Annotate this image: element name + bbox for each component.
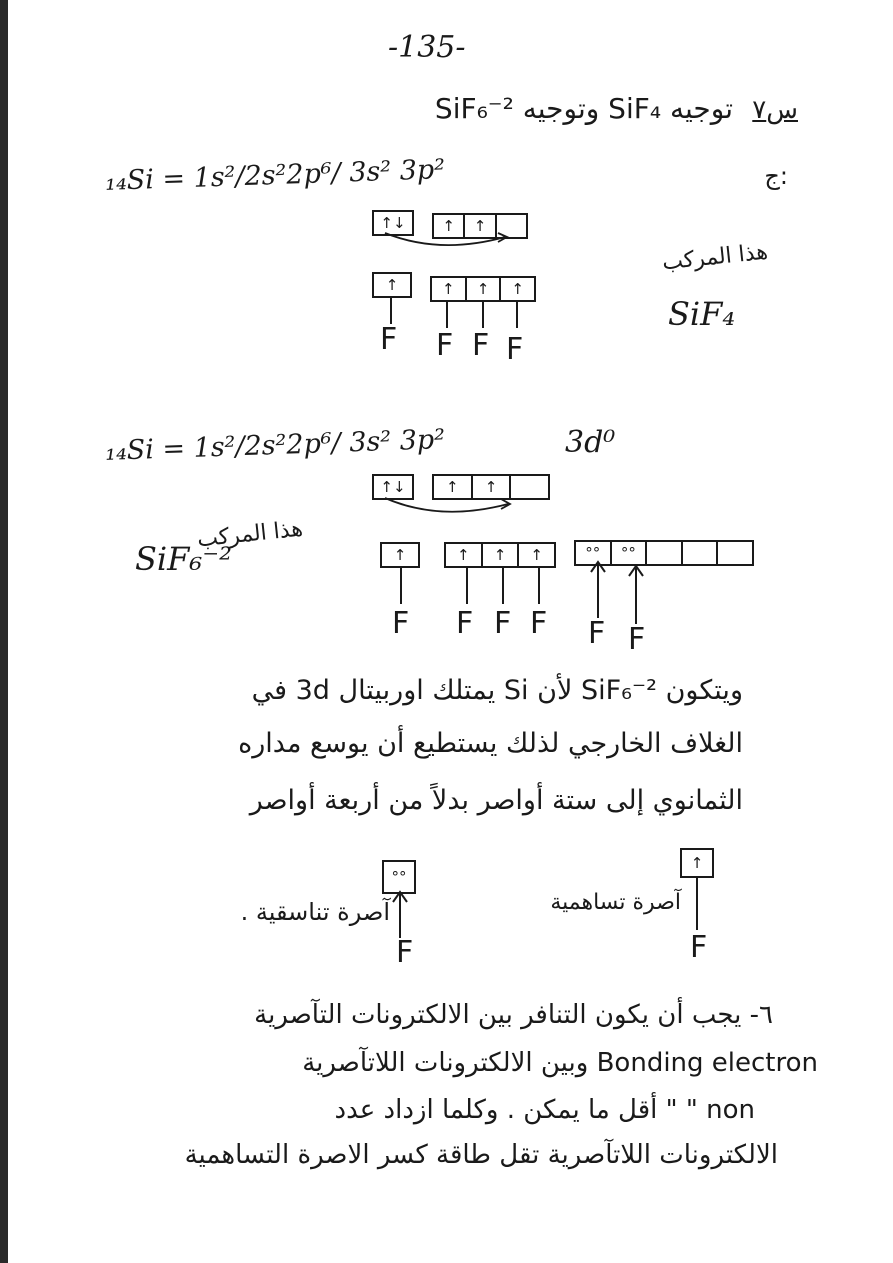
- coordinate-arrow: [626, 564, 646, 626]
- section6-line: Bonding electron وبين الالكترونات اللاتآصرية: [302, 1048, 818, 1078]
- bond-line: [502, 568, 504, 604]
- orbital-cell: ↑: [393, 546, 407, 564]
- orbital-cell: ↑: [473, 476, 512, 498]
- coordinate-arrow: [390, 890, 410, 940]
- covalent-bond-box: [680, 848, 714, 878]
- page-number: -135-: [388, 30, 466, 65]
- ligand-f: F: [628, 622, 646, 657]
- orbital-cell: ↑: [434, 215, 465, 237]
- sif6-electron-config: ₁₄Si = 1s²/2s²2p⁶/ 3s² 3p²: [104, 424, 446, 467]
- bond-line: [400, 568, 402, 604]
- orbital-cell: ↑: [530, 546, 543, 564]
- explanation-line: الغلاف الخارجي لذلك يستطيع أن يوسع مداره: [238, 728, 743, 759]
- bond-line: [696, 878, 698, 930]
- orbital-cell: ↑: [511, 280, 524, 298]
- covalent-bond-label: آصرة تساهمية: [550, 890, 681, 915]
- ligand-f: F: [380, 322, 398, 357]
- orbital-cell: ↑: [467, 278, 502, 300]
- coordinate-arrow: [588, 560, 608, 620]
- ligand-f: F: [436, 328, 454, 363]
- ligand-f: F: [588, 616, 606, 651]
- bond-line: [446, 302, 448, 328]
- orbital-cell: °°: [391, 868, 407, 886]
- sif4-excited-s-orbital: [372, 272, 412, 298]
- sif6-excited-s-orbital: [380, 542, 420, 568]
- bond-line: [482, 302, 484, 328]
- question-text: توجيه SiF₄ وتوجيه SiF₆⁻²: [434, 92, 733, 125]
- explanation-line: ويتكون SiF₆⁻² لأن Si يمتلك اوربيتال 3d في: [251, 675, 743, 706]
- sif4-electron-config: ₁₄Si = 1s²/2s²2p⁶/ 3s² 3p²: [104, 154, 446, 197]
- promotion-arrow: [380, 492, 530, 522]
- answer-marker: :ج: [764, 162, 788, 190]
- coordinate-bond-box: [382, 860, 416, 894]
- orbital-cell: ↑: [483, 544, 520, 566]
- sif6-3d-label: 3d⁰: [565, 425, 616, 460]
- sif4-excited-p-orbital: [430, 276, 536, 302]
- orbital-cell: [683, 542, 719, 564]
- bond-line: [390, 298, 392, 324]
- explanation-line: الثمانوي إلى ستة أواصر بدلاً من أربعة أواصر: [249, 785, 743, 816]
- section6-line: الالكترونات اللاتآصرية تقل طاقة كسر الاصرة التساهمية: [184, 1140, 778, 1170]
- orbital-cell: [647, 542, 683, 564]
- orbital-cell: ↑↓: [380, 214, 406, 232]
- orbital-cell: ↑: [690, 854, 704, 872]
- sif6-excited-p-orbital: [444, 542, 556, 568]
- ligand-f: F: [530, 606, 548, 641]
- sif6-formula: SiF₆⁻²: [135, 540, 232, 578]
- coordinate-bond-label: آصرة تناسقية .: [240, 898, 390, 926]
- ligand-f: F: [506, 332, 524, 367]
- bond-line: [516, 302, 518, 328]
- sif4-compound-label: هذا المركب: [660, 239, 770, 276]
- orbital-cell: ↑: [432, 278, 467, 300]
- ligand-f: F: [396, 935, 414, 970]
- ligand-f: F: [456, 606, 474, 641]
- section6-line: non " " أقل ما يمكن . وكلما ازداد عدد: [334, 1095, 755, 1125]
- ligand-f: F: [392, 606, 410, 641]
- page-edge: [0, 0, 8, 1263]
- ligand-f: F: [494, 606, 512, 641]
- orbital-cell: ↑: [446, 544, 483, 566]
- orbital-cell: °°: [612, 542, 648, 564]
- section6-line: ٦- يجب أن يكون التنافر بين الالكترونات التآصرية: [254, 1000, 773, 1030]
- sif6-compound-label: هذا المركب: [195, 516, 305, 553]
- question-marker: س٧: [752, 95, 798, 125]
- bond-line: [466, 568, 468, 604]
- orbital-cell: [718, 542, 752, 564]
- sif4-formula: SiF₄: [668, 295, 736, 333]
- bond-line: [538, 568, 540, 604]
- orbital-cell: °°: [576, 542, 612, 564]
- orbital-cell: ↑: [465, 215, 496, 237]
- orbital-cell: ↑: [385, 276, 399, 294]
- orbital-cell: ↑: [434, 476, 473, 498]
- ligand-f: F: [690, 930, 708, 965]
- orbital-cell: ↑↓: [380, 478, 406, 496]
- ligand-f: F: [472, 328, 490, 363]
- promotion-arrow: [380, 225, 520, 255]
